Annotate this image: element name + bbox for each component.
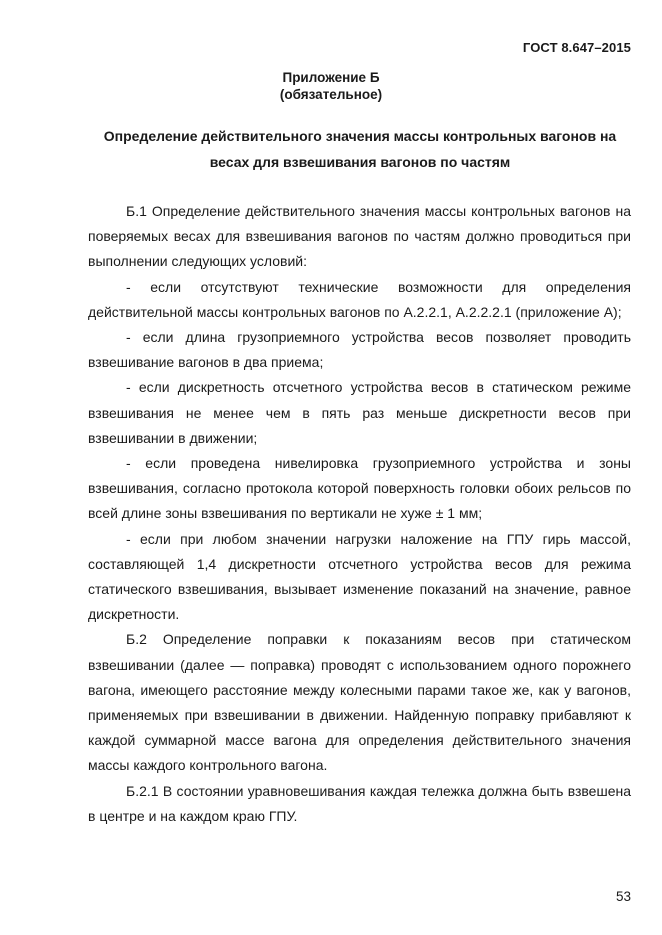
list-item: - если длина грузоприемного устройства весов позволяет проводить взвешивание вагонов в два приема; [88, 329, 631, 371]
body-text [88, 199, 631, 829]
list-item: - если дискретность отсчетного устройства весов в статическом режиме взвешивания не менее чем в пять раз меньше дискретности весов при взвешивании в движении; [88, 379, 631, 446]
paragraph: Б.2 Определение поправки к показаниям весов при статическом взвешивании (далее — поправка) проводят с использованием одного порожнего вагона, имеющего расстояние между колесными парами такое же, как у вагонов, применяемых при взвешивании в движении. Найденную поправку прибавляют к каждой суммарной массе вагона для определения действительного значения массы каждого контрольного вагона. [88, 631, 631, 774]
page-number: 53 [615, 889, 631, 904]
list-item: - если проведена нивелировка грузоприемного устройства и зоны взвешивания, согласно протокола которой поверхность головки обоих рельсов по всей длине зоны взвешивания по вертикали не хуже ± 1 мм; [88, 455, 631, 522]
appendix-label: Приложение Б [282, 70, 380, 85]
appendix-heading [0, 69, 662, 103]
section-title: Определение действительного значения массы контрольных вагонов на весах для взвешивания вагонов по частям [103, 128, 617, 170]
list-item: - если при любом значении нагрузки наложение на ГПУ гирь массой, составляющей 1,4 дискретности отсчетного устройства весов для режима статического взвешивания, вызывает изменение показаний на значение, равное дискретности. [88, 530, 631, 623]
paragraph: Б.1 Определение действительного значения массы контрольных вагонов на поверяемых весах для взвешивания вагонов по частям должно проводиться при выполнении следующих условий: [88, 203, 631, 270]
list-item: - если отсутствуют технические возможности для определения действительной массы контрольных вагонов по А.2.2.1, А.2.2.2.1 (приложение А); [88, 278, 631, 320]
paragraph: Б.2.1 В состоянии уравновешивания каждая тележка должна быть взвешена в центре и на каждом краю ГПУ. [88, 782, 631, 824]
appendix-status: (обязательное) [279, 87, 383, 102]
document-code: ГОСТ 8.647–2015 [522, 40, 631, 55]
